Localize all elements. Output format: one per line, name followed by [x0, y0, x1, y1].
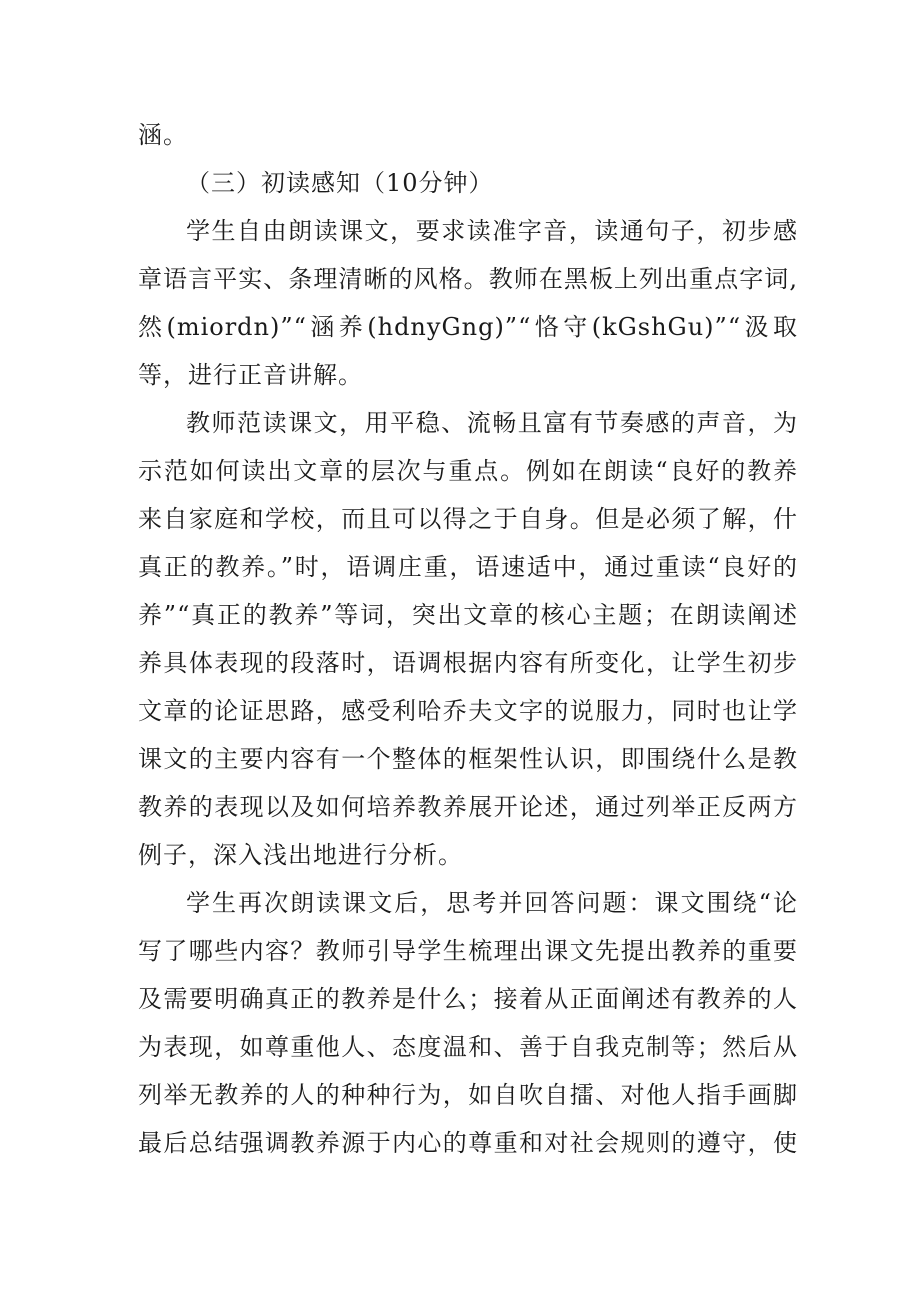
text-line: 列举无教养的人的种种行为，如自吹自擂、对他人指手画脚 — [138, 1081, 798, 1109]
text-line: 文章的论证思路，感受利哈乔夫文字的说服力，同时也让学 — [138, 697, 798, 725]
section-heading: （三）初读感知（10分钟） — [186, 169, 494, 197]
text-line: 学生再次朗读课文后，思考并回答问题：课文围绕“论 — [186, 889, 798, 917]
text-line: 教师范读课文，用平稳、流畅且富有节奏感的声音，为 — [186, 409, 798, 437]
text-line: 课文的主要内容有一个整体的框架性认识，即围绕什么是教 — [138, 745, 798, 773]
text-line: 然(miordn)”“涵养(hdnyGng)”“恪守(kGshGu)”“汲取 — [138, 313, 798, 341]
text-line: 写了哪些内容？教师引导学生梳理出课文先提出教养的重要 — [138, 937, 798, 965]
text-line: 养具体表现的段落时，语调根据内容有所变化，让学生初步 — [138, 649, 798, 677]
text-line: 教养的表现以及如何培养教养展开论述，通过列举正反两方 — [138, 793, 798, 821]
text-line: 养”“真正的教养”等词，突出文章的核心主题；在朗读阐述 — [138, 601, 798, 629]
text-line: 最后总结强调教养源于内心的尊重和对社会规则的遵守，使 — [138, 1129, 798, 1157]
text-line: 真正的教养。”时，语调庄重，语速适中，通过重读“良好的 — [138, 553, 798, 581]
text-line: 来自家庭和学校，而且可以得之于自身。但是必须了解，什 — [138, 505, 798, 533]
text-line: 示范如何读出文章的层次与重点。例如在朗读“良好的教养 — [138, 457, 798, 485]
text-line: 涵。 — [138, 121, 188, 149]
text-line: 章语言平实、条理清晰的风格。教师在黑板上列出重点字词, — [138, 265, 798, 293]
text-line: 为表现，如尊重他人、态度温和、善于自我克制等；然后从 — [138, 1033, 798, 1061]
text-line: 学生自由朗读课文，要求读准字音，读通句子，初步感 — [186, 217, 798, 245]
text-line: 例子，深入浅出地进行分析。 — [138, 841, 463, 869]
text-line: 及需要明确真正的教养是什么；接着从正面阐述有教养的人 — [138, 985, 798, 1013]
text-line: 等，进行正音讲解。 — [138, 361, 363, 389]
